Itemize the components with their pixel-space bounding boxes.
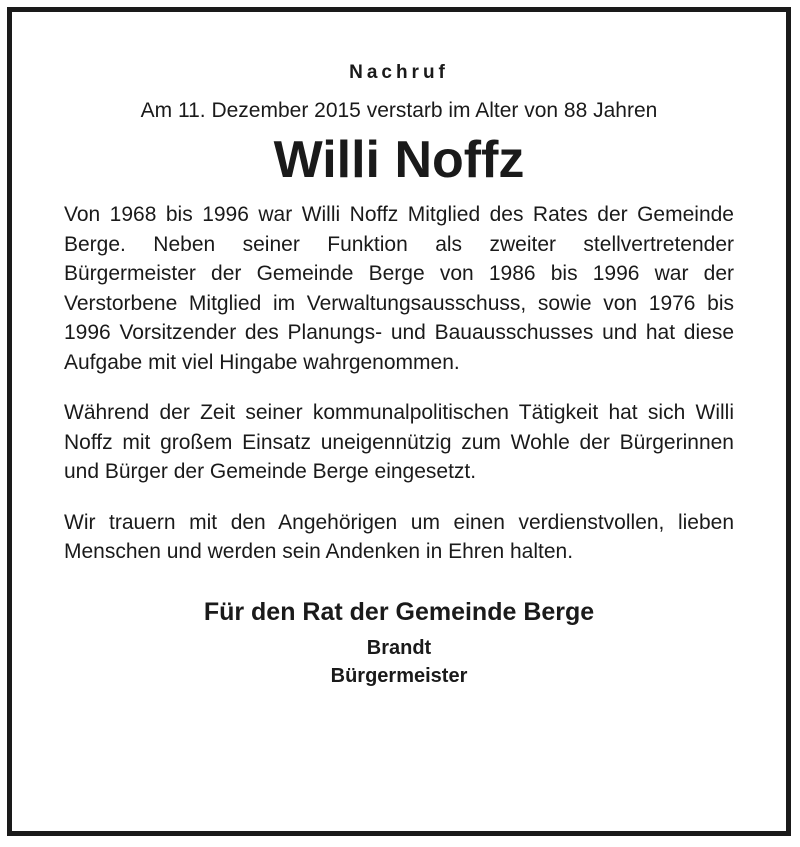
paragraph-mourning: Wir trauern mit den Angehörigen um einen verdienstvollen, lieben Menschen und werden sein Andenken in Ehren halten. [64,510,734,563]
signature-name: Brandt [366,636,432,659]
notice-heading: Nachruf [349,62,449,83]
paragraph-career: Von 1968 bis 1996 war Willi Noffz Mitglied des Rates der Gemeinde Berge. Neben seiner Funktion als zweiter stellvertretender Bürgermeister der Gemeinde Berge von 1986 bis 1996 war der Verstorbene Mitglied im Verwaltungsausschuss, sowie von 1976 bis 1996 Vorsitzender des Planungs- und Bauausschusses und hat diese Aufgabe mit viel Hingabe wahrgenommen. [64,203,734,374]
deceased-name: Willi Noffz [273,131,525,189]
paragraph-commitment: Während der Zeit seiner kommunalpolitischen Tätigkeit hat sich Willi Noffz mit großem Einsatz uneigennützig zum Wohle der Bürgerinnen und Bürger der Gemeinde Berge eingesetzt. [64,401,734,483]
intro-line: Am 11. Dezember 2015 verstarb im Alter von 88 Jahren [140,99,658,122]
signature-title: Bürgermeister [330,664,468,687]
obituary-content [64,12,734,689]
signature-organization: Für den Rat der Gemeinde Berge [203,597,595,626]
obituary-notice [7,7,791,836]
